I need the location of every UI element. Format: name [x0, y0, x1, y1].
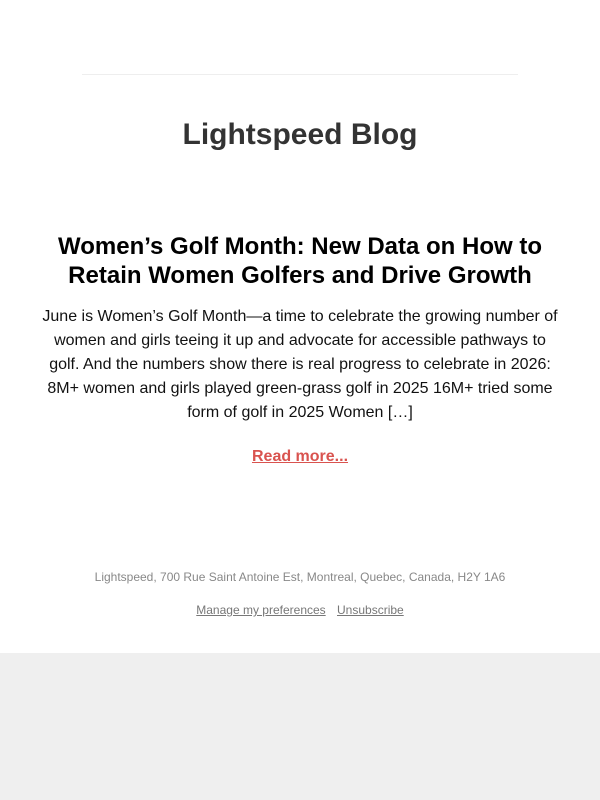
footer-address: Lightspeed, 700 Rue Saint Antoine Est, Montreal, Quebec, Canada, H2Y 1A6 — [94, 570, 506, 584]
unsubscribe-link[interactable]: Unsubscribe — [337, 603, 404, 617]
header-divider — [82, 74, 518, 75]
read-more-link[interactable]: Read more... — [251, 448, 349, 465]
post-title: Women’s Golf Month: New Data on How to Retain Women Golfers and Drive Growth — [58, 233, 542, 289]
blog-title: Lightspeed Blog — [182, 118, 418, 151]
outer-background — [0, 653, 600, 800]
post-excerpt: June is Women’s Golf Month—a time to celebrate the growing number of women and girls teeing it up and advocate for accessible pathways to golf. And the numbers show there is real progress to celebrate in 2026: 8M+ women and girls played green-grass golf in 2025 16M+ tried some form of golf in 2025 Women […] — [42, 308, 558, 421]
footer-links — [0, 602, 600, 618]
read-more-container — [0, 447, 600, 467]
manage-preferences-link[interactable]: Manage my preferences — [196, 603, 326, 617]
